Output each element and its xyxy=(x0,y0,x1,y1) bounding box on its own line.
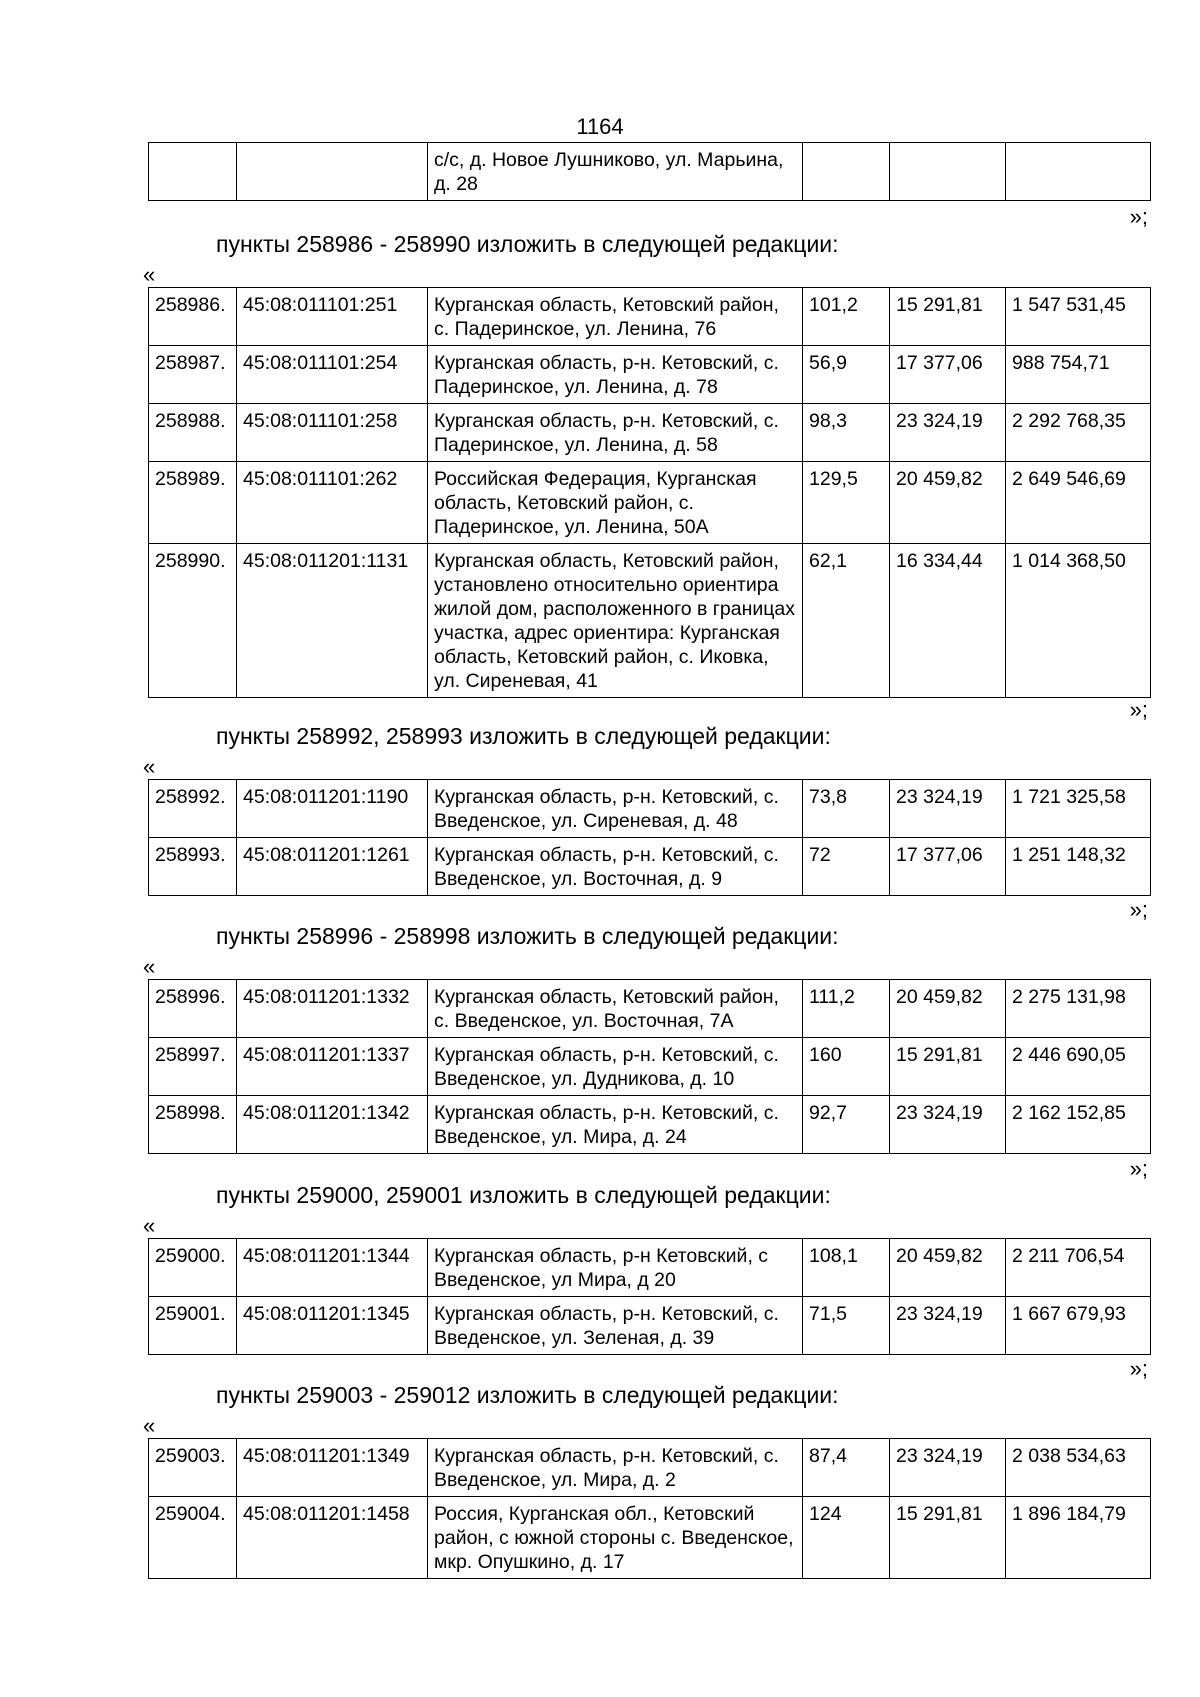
amendment-table xyxy=(148,1238,1151,1355)
rate-cell: 15 291,81 xyxy=(890,1497,1006,1579)
address-cell: Курганская область, р-н. Кетовский, с. Введенское, ул. Мира, д. 2 xyxy=(428,1439,803,1497)
rate-cell: 16 334,44 xyxy=(890,544,1006,698)
value-cell: 2 649 546,69 xyxy=(1006,462,1151,544)
area-cell: 160 xyxy=(803,1038,890,1096)
cadastral-number-cell: 45:08:011201:1261 xyxy=(237,838,428,896)
row-number-cell: 258989. xyxy=(149,462,237,544)
amendment-instruction: пункты 258986 - 258990 изложить в следующей редакции: xyxy=(216,231,839,257)
row-number-cell: 258993. xyxy=(149,838,237,896)
area-cell: 124 xyxy=(803,1497,890,1579)
row-number-cell: 258997. xyxy=(149,1038,237,1096)
table-row xyxy=(149,1038,1151,1096)
table-row xyxy=(149,838,1151,896)
table-row xyxy=(149,1497,1151,1579)
area-cell: 92,7 xyxy=(803,1096,890,1154)
cadastral-number-cell: 45:08:011201:1342 xyxy=(237,1096,428,1154)
table-row xyxy=(149,462,1151,544)
address-cell: Курганская область, Кетовский район, установлено относительно ориентира жилой дом, расположенного в границах участка, адрес ориентира: Курганская область, Кетовский район, с. Иковка, ул. Сиреневая, 41 xyxy=(428,544,803,698)
closing-quote: »; xyxy=(1129,897,1148,922)
table-row xyxy=(149,544,1151,698)
table-row xyxy=(149,1096,1151,1154)
cadastral-number-cell: 45:08:011201:1337 xyxy=(237,1038,428,1096)
rate-cell: 15 291,81 xyxy=(890,288,1006,346)
address-cell: Курганская область, Кетовский район, с. Введенское, ул. Восточная, 7А xyxy=(428,980,803,1038)
amendment-table xyxy=(148,979,1151,1154)
amendment-instruction: пункты 259000, 259001 изложить в следующей редакции: xyxy=(216,1182,831,1208)
cadastral-number-cell: 45:08:011201:1345 xyxy=(237,1297,428,1355)
value-cell xyxy=(1006,143,1151,201)
address-cell: Курганская область, р-н. Кетовский, с. Падеринское, ул. Ленина, д. 58 xyxy=(428,404,803,462)
amendment-instruction: пункты 259003 - 259012 изложить в следующей редакции: xyxy=(216,1382,839,1408)
opening-quote: « xyxy=(143,954,156,979)
area-cell xyxy=(803,143,890,201)
opening-quote: « xyxy=(143,262,156,287)
amendment-table xyxy=(148,287,1151,698)
address-cell: Курганская область, р-н. Кетовский, с. Введенское, ул. Восточная, д. 9 xyxy=(428,838,803,896)
rate-cell: 23 324,19 xyxy=(890,780,1006,838)
table-row xyxy=(149,346,1151,404)
value-cell: 2 275 131,98 xyxy=(1006,980,1151,1038)
table-row xyxy=(149,288,1151,346)
area-cell: 73,8 xyxy=(803,780,890,838)
rate-cell: 17 377,06 xyxy=(890,346,1006,404)
value-cell: 2 162 152,85 xyxy=(1006,1096,1151,1154)
table-row xyxy=(149,1297,1151,1355)
address-cell: с/с, д. Новое Лушниково, ул. Марьина, д. 28 xyxy=(428,143,803,201)
opening-quote: « xyxy=(143,1413,156,1438)
cadastral-number-cell: 45:08:011201:1344 xyxy=(237,1239,428,1297)
rate-cell: 23 324,19 xyxy=(890,1297,1006,1355)
row-number-cell: 258988. xyxy=(149,404,237,462)
address-cell: Курганская область, р-н Кетовский, с Введенское, ул Мира, д 20 xyxy=(428,1239,803,1297)
row-number-cell: 258996. xyxy=(149,980,237,1038)
rate-cell: 20 459,82 xyxy=(890,462,1006,544)
continuation-table xyxy=(148,142,1151,201)
address-cell: Курганская область, Кетовский район, с. Падеринское, ул. Ленина, 76 xyxy=(428,288,803,346)
area-cell: 111,2 xyxy=(803,980,890,1038)
row-number-cell: 258998. xyxy=(149,1096,237,1154)
area-cell: 98,3 xyxy=(803,404,890,462)
row-number-cell: 259001. xyxy=(149,1297,237,1355)
cadastral-number-cell: 45:08:011201:1332 xyxy=(237,980,428,1038)
value-cell: 2 446 690,05 xyxy=(1006,1038,1151,1096)
cadastral-number-cell: 45:08:011201:1190 xyxy=(237,780,428,838)
row-number-cell: 258992. xyxy=(149,780,237,838)
amendment-table xyxy=(148,1438,1151,1579)
cadastral-number-cell: 45:08:011201:1458 xyxy=(237,1497,428,1579)
rate-cell: 23 324,19 xyxy=(890,1439,1006,1497)
row-number-cell xyxy=(149,143,237,201)
row-number-cell: 258986. xyxy=(149,288,237,346)
cadastral-number-cell: 45:08:011201:1131 xyxy=(237,544,428,698)
value-cell: 2 292 768,35 xyxy=(1006,404,1151,462)
address-cell: Курганская область, р-н. Кетовский, с. Введенское, ул. Сиреневая, д. 48 xyxy=(428,780,803,838)
table-row xyxy=(149,980,1151,1038)
closing-quote: »; xyxy=(1129,1156,1148,1181)
table-row xyxy=(149,143,1151,201)
rate-cell: 17 377,06 xyxy=(890,838,1006,896)
area-cell: 108,1 xyxy=(803,1239,890,1297)
address-cell: Курганская область, р-н. Кетовский, с. Введенское, ул. Зеленая, д. 39 xyxy=(428,1297,803,1355)
area-cell: 101,2 xyxy=(803,288,890,346)
value-cell: 1 547 531,45 xyxy=(1006,288,1151,346)
rate-cell xyxy=(890,143,1006,201)
closing-quote: »; xyxy=(1129,697,1148,722)
closing-quote: »; xyxy=(1129,204,1148,229)
address-cell: Россия, Курганская обл., Кетовский район, с южной стороны с. Введенское, мкр. Опушкино, д. 17 xyxy=(428,1497,803,1579)
rate-cell: 20 459,82 xyxy=(890,1239,1006,1297)
cadastral-number-cell xyxy=(237,143,428,201)
amendment-instruction: пункты 258996 - 258998 изложить в следующей редакции: xyxy=(216,923,839,949)
value-cell: 1 721 325,58 xyxy=(1006,780,1151,838)
address-cell: Курганская область, р-н. Кетовский, с. Введенское, ул. Дудникова, д. 10 xyxy=(428,1038,803,1096)
cadastral-number-cell: 45:08:011101:254 xyxy=(237,346,428,404)
area-cell: 56,9 xyxy=(803,346,890,404)
rate-cell: 23 324,19 xyxy=(890,1096,1006,1154)
row-number-cell: 259004. xyxy=(149,1497,237,1579)
amendment-table xyxy=(148,779,1151,896)
area-cell: 129,5 xyxy=(803,462,890,544)
table-row xyxy=(149,1239,1151,1297)
address-cell: Курганская область, р-н. Кетовский, с. Падеринское, ул. Ленина, д. 78 xyxy=(428,346,803,404)
cadastral-number-cell: 45:08:011101:251 xyxy=(237,288,428,346)
cadastral-number-cell: 45:08:011201:1349 xyxy=(237,1439,428,1497)
value-cell: 1 251 148,32 xyxy=(1006,838,1151,896)
value-cell: 1 014 368,50 xyxy=(1006,544,1151,698)
value-cell: 1 896 184,79 xyxy=(1006,1497,1151,1579)
table-row xyxy=(149,1439,1151,1497)
table-row xyxy=(149,404,1151,462)
area-cell: 71,5 xyxy=(803,1297,890,1355)
area-cell: 72 xyxy=(803,838,890,896)
opening-quote: « xyxy=(143,1213,156,1238)
opening-quote: « xyxy=(143,754,156,779)
value-cell: 1 667 679,93 xyxy=(1006,1297,1151,1355)
table-row xyxy=(149,780,1151,838)
address-cell: Курганская область, р-н. Кетовский, с. Введенское, ул. Мира, д. 24 xyxy=(428,1096,803,1154)
value-cell: 988 754,71 xyxy=(1006,346,1151,404)
closing-quote: »; xyxy=(1129,1356,1148,1381)
row-number-cell: 259000. xyxy=(149,1239,237,1297)
value-cell: 2 211 706,54 xyxy=(1006,1239,1151,1297)
amendment-instruction: пункты 258992, 258993 изложить в следующей редакции: xyxy=(216,723,831,749)
rate-cell: 15 291,81 xyxy=(890,1038,1006,1096)
address-cell: Российская Федерация, Курганская область, Кетовский район, с. Падеринское, ул. Ленина, 50А xyxy=(428,462,803,544)
row-number-cell: 258987. xyxy=(149,346,237,404)
cadastral-number-cell: 45:08:011101:262 xyxy=(237,462,428,544)
rate-cell: 20 459,82 xyxy=(890,980,1006,1038)
area-cell: 62,1 xyxy=(803,544,890,698)
row-number-cell: 259003. xyxy=(149,1439,237,1497)
rate-cell: 23 324,19 xyxy=(890,404,1006,462)
cadastral-number-cell: 45:08:011101:258 xyxy=(237,404,428,462)
area-cell: 87,4 xyxy=(803,1439,890,1497)
value-cell: 2 038 534,63 xyxy=(1006,1439,1151,1497)
page-number: 1164 xyxy=(576,114,624,139)
row-number-cell: 258990. xyxy=(149,544,237,698)
